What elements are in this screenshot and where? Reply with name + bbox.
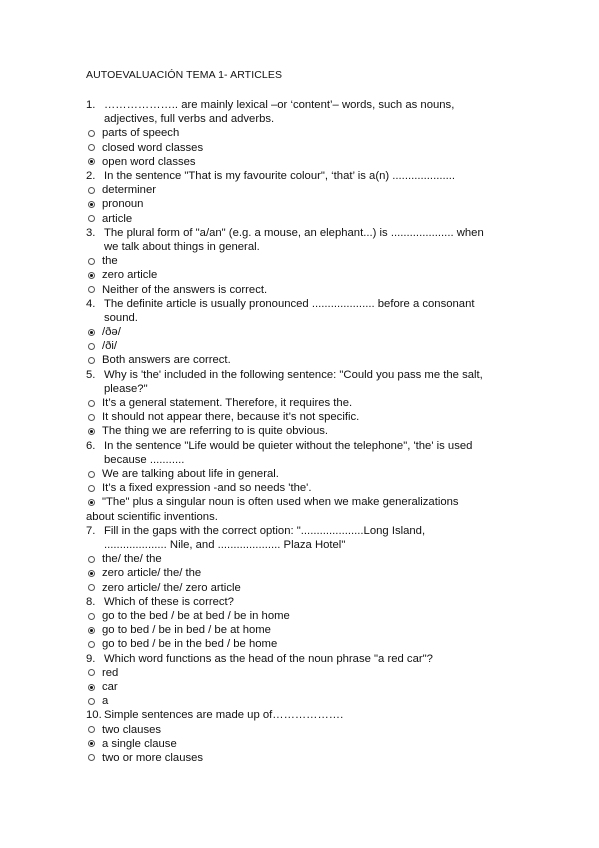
answer-option[interactable]: [86, 325, 526, 339]
answer-option-label: /ðə/: [102, 326, 121, 339]
radio-unchecked-icon[interactable]: [88, 471, 95, 478]
answer-option[interactable]: [86, 552, 526, 566]
question-text-line: [86, 708, 526, 722]
question-text-line: [86, 439, 526, 453]
question-number: 9.: [86, 652, 96, 665]
question-text: .................... Nile, and .................... Plaza Hotel": [104, 539, 346, 552]
answer-option-label: two or more clauses: [102, 751, 204, 764]
radio-unchecked-icon[interactable]: [88, 130, 95, 137]
answer-option[interactable]: [86, 566, 526, 580]
answer-option[interactable]: [86, 141, 526, 155]
answer-option[interactable]: [86, 339, 526, 353]
answer-option[interactable]: [86, 467, 526, 481]
question-text: we talk about things in general.: [104, 240, 260, 253]
radio-checked-icon[interactable]: [88, 272, 95, 279]
question-block: [86, 226, 526, 297]
answer-option[interactable]: [86, 197, 526, 211]
radio-unchecked-icon[interactable]: [88, 556, 95, 563]
answer-option-label: parts of speech: [102, 127, 180, 140]
radio-unchecked-icon[interactable]: [88, 613, 95, 620]
question-number: 5.: [86, 368, 96, 381]
answer-option-label: the/ the/ the: [102, 553, 162, 566]
answer-option-label: go to the bed / be at bed / be in home: [102, 609, 290, 622]
answer-option-label: It’s a general statement. Therefore, it requires the.: [102, 397, 353, 410]
question-number: 3.: [86, 226, 96, 239]
question-text: please?": [104, 382, 148, 395]
question-number: 4.: [86, 297, 96, 310]
radio-unchecked-icon[interactable]: [88, 754, 95, 761]
answer-option-label: zero article: [102, 269, 158, 282]
question-text: ……………….. are mainly lexical –or ‘content’– words, such as nouns,: [104, 99, 455, 111]
answer-option[interactable]: [86, 212, 526, 226]
question-text-line: [86, 226, 526, 240]
answer-option[interactable]: [86, 353, 526, 367]
radio-checked-icon[interactable]: [88, 684, 95, 691]
radio-unchecked-icon[interactable]: [88, 215, 95, 222]
question-block: [86, 297, 526, 368]
radio-unchecked-icon[interactable]: [88, 698, 95, 705]
radio-unchecked-icon[interactable]: [88, 357, 95, 364]
question-number: 6.: [86, 439, 96, 452]
question-text-line: [86, 112, 526, 126]
answer-option[interactable]: [86, 723, 526, 737]
radio-checked-icon[interactable]: [88, 570, 95, 577]
question-text: The plural form of "a/an" (e.g. a mouse, an elephant...) is .................... when: [104, 226, 484, 239]
radio-unchecked-icon[interactable]: [88, 726, 95, 733]
question-text: sound.: [104, 311, 138, 324]
question-block: [86, 98, 526, 169]
radio-checked-icon[interactable]: [88, 201, 95, 208]
answer-option-label: /ði/: [102, 340, 118, 353]
question-text-line: [86, 595, 526, 609]
question-text: Which word functions as the head of the noun phrase "a red car"?: [104, 652, 433, 665]
answer-option[interactable]: [86, 254, 526, 268]
answer-option-label: go to bed / be in the bed / be home: [102, 638, 278, 651]
answer-option-label: determiner: [102, 184, 156, 197]
answer-option-label: "The" plus a singular noun is often used when we make generalizations: [102, 496, 459, 509]
answer-option-label: go to bed / be in bed / be at home: [102, 624, 271, 637]
answer-option-label: a single clause: [102, 737, 177, 750]
question-block: [86, 368, 526, 439]
question-block: [86, 439, 526, 524]
radio-checked-icon[interactable]: [88, 329, 95, 336]
answer-option[interactable]: [86, 410, 526, 424]
question-text-line: [86, 98, 526, 112]
question-text-line: [86, 453, 526, 467]
document-title: AUTOEVALUACIÓN TEMA 1- ARTICLES: [86, 69, 283, 81]
question-block: [86, 595, 526, 652]
question-text-line: [86, 169, 526, 183]
radio-unchecked-icon[interactable]: [88, 286, 95, 293]
answer-option-label: the: [102, 255, 118, 268]
answer-option-label: open word classes: [102, 155, 196, 168]
question-text: In the sentence "Life would be quieter without the telephone", 'the' is used: [104, 439, 473, 452]
answer-option[interactable]: [86, 424, 526, 438]
question-number: 2.: [86, 169, 96, 182]
answer-option-label: pronoun: [102, 198, 144, 211]
answer-option-label: The thing we are referring to is quite obvious.: [102, 425, 329, 438]
answer-option[interactable]: [86, 751, 526, 765]
answer-option-label: zero article/ the/ the: [102, 567, 202, 580]
question-number: 1.: [86, 99, 96, 111]
answer-option[interactable]: [86, 637, 526, 651]
question-text-line: [86, 652, 526, 666]
radio-unchecked-icon[interactable]: [88, 144, 95, 151]
answer-option-label: It should not appear there, because it’s not specific.: [102, 411, 360, 424]
radio-unchecked-icon[interactable]: [88, 669, 95, 676]
question-block: [86, 652, 526, 709]
question-text: Simple sentences are made up of……………….: [104, 709, 344, 722]
answer-option-label: It’s a fixed expression -and so needs 'the'.: [102, 482, 312, 495]
answer-option-label-continued: about scientific inventions.: [86, 510, 218, 523]
question-block: [86, 169, 526, 226]
question-text-line: [86, 538, 526, 552]
answer-option[interactable]: [86, 694, 526, 708]
radio-unchecked-icon[interactable]: [88, 485, 95, 492]
radio-checked-icon[interactable]: [88, 158, 95, 165]
radio-unchecked-icon[interactable]: [88, 584, 95, 591]
answer-option[interactable]: [86, 481, 526, 495]
radio-unchecked-icon[interactable]: [88, 414, 95, 421]
answer-option[interactable]: [86, 183, 526, 197]
question-number: 7.: [86, 524, 96, 537]
radio-checked-icon[interactable]: [88, 740, 95, 747]
answer-option[interactable]: [86, 666, 526, 680]
question-number: 8.: [86, 595, 96, 608]
radio-unchecked-icon[interactable]: [88, 343, 95, 350]
answer-option[interactable]: [86, 609, 526, 623]
question-text: adjectives, full verbs and adverbs.: [104, 113, 275, 126]
answer-option-label: two clauses: [102, 723, 162, 736]
question-text-line: [86, 368, 526, 382]
answer-option-label: a: [102, 695, 109, 708]
answer-option[interactable]: [86, 268, 526, 282]
radio-checked-icon[interactable]: [88, 499, 95, 506]
answer-option[interactable]: [86, 680, 526, 694]
question-text-line: [86, 524, 526, 538]
radio-unchecked-icon[interactable]: [88, 187, 95, 194]
answer-option-label: article: [102, 212, 133, 225]
answer-option-label: Both answers are correct.: [102, 354, 231, 367]
answer-option[interactable]: [86, 623, 526, 637]
radio-unchecked-icon[interactable]: [88, 400, 95, 407]
radio-unchecked-icon[interactable]: [88, 258, 95, 265]
radio-checked-icon[interactable]: [88, 627, 95, 634]
question-number: 10.: [86, 709, 102, 722]
answer-option[interactable]: [86, 283, 526, 297]
question-text: The definite article is usually pronounced .................... before a consonant: [104, 297, 475, 310]
question-text: because ...........: [104, 453, 185, 466]
radio-checked-icon[interactable]: [88, 428, 95, 435]
question-text: Which of these is correct?: [104, 595, 234, 608]
answer-option-label: zero article/ the/ zero article: [102, 581, 241, 594]
question-block: [86, 708, 526, 765]
answer-option[interactable]: [86, 737, 526, 751]
question-text: Fill in the gaps with the correct option: "....................Long Island,: [104, 524, 426, 537]
question-text: Why is 'the' included in the following sentence: "Could you pass me the salt,: [104, 368, 483, 381]
answer-option-label: car: [102, 680, 118, 693]
answer-option-label: Neither of the answers is correct.: [102, 283, 268, 296]
answer-option[interactable]: [86, 396, 526, 410]
question-block: [86, 524, 526, 595]
question-text-line: [86, 297, 526, 311]
answer-option[interactable]: [86, 495, 526, 509]
question-list: [86, 98, 526, 765]
answer-option-label: red: [102, 666, 119, 679]
answer-option-label: closed word classes: [102, 141, 204, 154]
question-text-line: [86, 240, 526, 254]
answer-option-label: We are talking about life in general.: [102, 468, 279, 481]
answer-option[interactable]: [86, 155, 526, 169]
answer-option[interactable]: [86, 126, 526, 140]
question-text-line: [86, 311, 526, 325]
answer-option[interactable]: [86, 581, 526, 595]
question-text-line: [86, 382, 526, 396]
question-text: In the sentence "That is my favourite colour", ‘that’ is a(n) ....................: [104, 169, 456, 182]
radio-unchecked-icon[interactable]: [88, 641, 95, 648]
